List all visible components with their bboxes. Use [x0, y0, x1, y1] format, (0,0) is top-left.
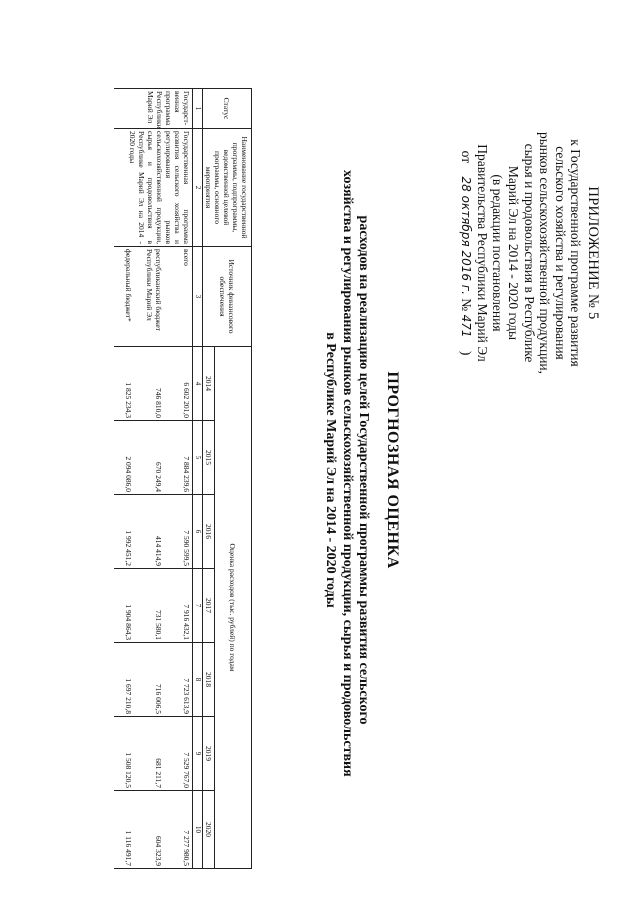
header-estimate: Оценка расходов (тыс. рублей) по годам	[215, 347, 252, 869]
appendix-line: рынков сельскохозяйственной продукции,	[537, 131, 553, 375]
appendix-date-line	[458, 98, 475, 408]
status-cell: Государст-венная программа Республики Марий Эл	[114, 89, 193, 129]
column-number: 9	[193, 717, 203, 791]
header-year: 2015	[203, 421, 215, 495]
budget-table	[114, 88, 252, 869]
column-number: 2	[193, 129, 203, 247]
value-cell: 681 211,7	[134, 717, 164, 791]
header-year: 2014	[203, 347, 215, 421]
appendix-line: Правительства Республики Марий Эл	[474, 144, 490, 362]
appendix-line: (в редакции постановления	[490, 174, 506, 332]
column-number: 4	[193, 347, 203, 421]
heading-line: в Республике Марий Эл на 2014 - 2020 годы	[323, 332, 339, 608]
value-cell: 7 916 432,1	[164, 569, 193, 643]
value-cell: 1 904 864,3	[114, 569, 134, 643]
value-cell: 1 992 451,2	[114, 495, 134, 569]
value-cell: 1 508 120,5	[114, 717, 134, 791]
value-cell: 1 697 210,8	[114, 643, 134, 717]
column-number: 3	[193, 247, 203, 347]
value-cell: 7 723 613,9	[164, 643, 193, 717]
source-cell: федеральный бюджет*	[114, 247, 134, 347]
document-title: ПРОГНОЗНАЯ ОЦЕНКА	[384, 371, 401, 569]
date-prefix: от	[459, 150, 475, 164]
column-number: 1	[193, 89, 203, 129]
header-year: 2016	[203, 495, 215, 569]
appendix-block	[458, 98, 600, 408]
value-cell: 746 810,0	[134, 347, 164, 421]
appendix-line: к Государственной программе развития	[568, 139, 584, 367]
column-number: 8	[193, 643, 203, 717]
value-cell: 1 116 491,7	[114, 791, 134, 869]
source-cell: республиканский бюджет Республики Марий Эл	[134, 247, 164, 347]
value-cell: 414 414,9	[134, 495, 164, 569]
header-status: Статус	[203, 89, 252, 129]
number-value: 471	[459, 314, 474, 338]
appendix-line: сельского хозяйства и регулирования	[552, 146, 568, 360]
value-cell: 670 249,4	[134, 421, 164, 495]
closing-paren: )	[459, 350, 475, 356]
column-number: 7	[193, 569, 203, 643]
date-value: 28 октября 2016 г.	[459, 176, 474, 295]
header-year: 2019	[203, 717, 215, 791]
column-number-row	[193, 89, 203, 869]
appendix-line: сырья и продовольствия в Республике	[521, 143, 537, 363]
table-row	[164, 89, 193, 869]
number-prefix: №	[459, 298, 475, 312]
program-name-cell: Государственная программа развития сельского хозяйства и регулирования рынков сельскохозяйственной продукции, сырья и продовольствия в Республике Марий Эл на 2014 - 2020 годы	[114, 129, 193, 247]
column-number: 5	[193, 421, 203, 495]
header-year: 2017	[203, 569, 215, 643]
column-number: 6	[193, 495, 203, 569]
value-cell: 2 094 086,0	[114, 421, 134, 495]
header-year: 2020	[203, 791, 215, 869]
header-year: 2018	[203, 643, 215, 717]
value-cell: 604 323,9	[134, 791, 164, 869]
appendix-title: ПРИЛОЖЕНИЕ № 5	[585, 186, 601, 320]
value-cell: 7 277 980,5	[164, 791, 193, 869]
appendix-line: Марий Эл на 2014 - 2020 годы	[506, 165, 522, 341]
value-cell: 1 825 234,3	[114, 347, 134, 421]
heading-line: хозяйства и регулирования рынков сельскохозяйственной продукции, сырья и продовольствия	[340, 170, 355, 777]
value-cell: 716 006,5	[134, 643, 164, 717]
header-source: Источник финансового обеспечения	[203, 247, 252, 347]
heading-line: расходов на реализацию целей Государственной программы развития сельского	[356, 215, 372, 725]
value-cell: 7 884 239,6	[164, 421, 193, 495]
header-name: Наименование государственной программы, подпрограммы, ведомственной целевой программы, основного мероприятия	[203, 129, 252, 247]
document-heading	[322, 170, 401, 777]
value-cell: 7 529 767,0	[164, 717, 193, 791]
value-cell: 6 602 201,0	[164, 347, 193, 421]
source-cell: всего	[164, 247, 193, 347]
value-cell: 731 580,1	[134, 569, 164, 643]
value-cell: 7 590 599,5	[164, 495, 193, 569]
column-number: 10	[193, 791, 203, 869]
